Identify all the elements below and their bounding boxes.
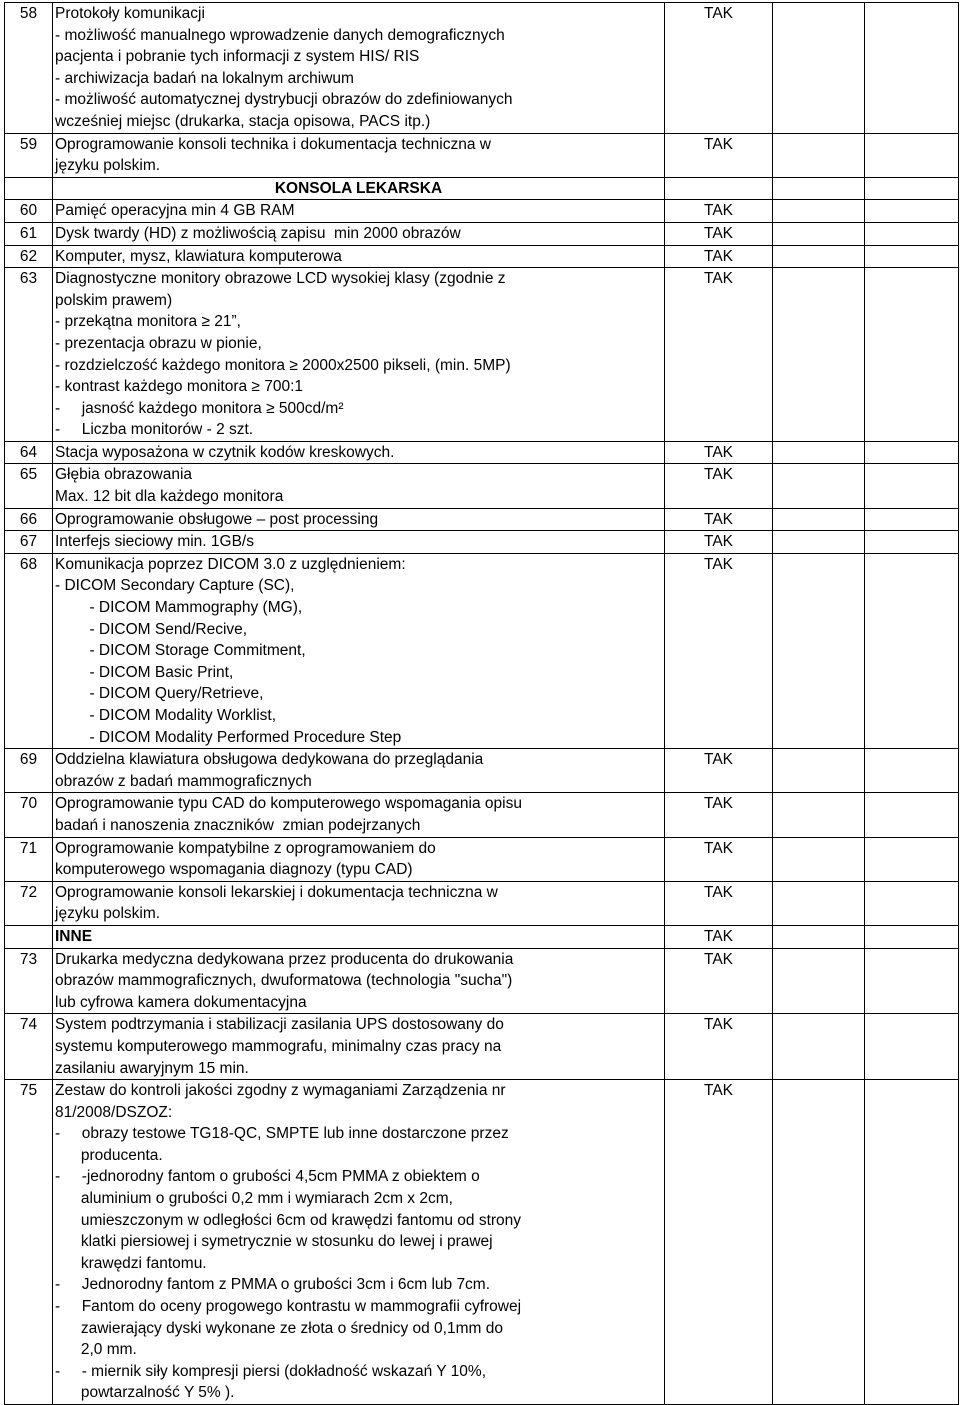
offered-value-cell xyxy=(773,222,865,245)
description-line: Max. 12 bit dla każdego monitora xyxy=(55,488,284,506)
offered-value-cell xyxy=(773,948,865,1014)
required-value: TAK xyxy=(665,508,773,531)
table-row xyxy=(5,464,959,508)
offered-value-cell xyxy=(773,793,865,837)
description-line: obrazów mammograficznych, dwuformatowa (technologia "sucha") xyxy=(55,972,513,990)
description-line: - prezentacja obrazu w pionie, xyxy=(55,334,262,352)
row-number: 67 xyxy=(5,531,53,554)
table-row xyxy=(5,837,959,881)
description-line: - przekątna monitora ≥ 21”, xyxy=(55,313,241,331)
offered-value-cell xyxy=(773,1014,865,1080)
description-line: producenta. xyxy=(55,1146,163,1164)
required-value: TAK xyxy=(665,245,773,268)
row-number xyxy=(5,177,53,200)
row-number: 74 xyxy=(5,1014,53,1080)
row-number: 75 xyxy=(5,1080,53,1405)
remarks-cell xyxy=(865,531,959,554)
description-line: - Fantom do oceny progowego kontrastu w mammografii cyfrowej xyxy=(55,1298,522,1316)
table-row xyxy=(5,1014,959,1080)
row-description xyxy=(53,3,665,134)
required-value: TAK xyxy=(665,531,773,554)
row-number: 61 xyxy=(5,222,53,245)
description-line: lub cyfrowa kamera dokumentacyjna xyxy=(55,993,307,1011)
required-value: TAK xyxy=(665,464,773,508)
description-line: - DICOM Query/Retrieve, xyxy=(55,685,264,703)
description-line: języku polskim. xyxy=(55,905,161,923)
remarks-cell xyxy=(865,553,959,748)
row-description xyxy=(53,925,665,948)
offered-value-cell xyxy=(773,245,865,268)
row-description xyxy=(53,133,665,177)
description-line: Oprogramowanie konsoli technika i dokumentacja techniczna w xyxy=(55,135,491,153)
description-line: Stacja wyposażona w czytnik kodów kreskowych. xyxy=(55,443,395,461)
row-number: 73 xyxy=(5,948,53,1014)
description-line: krawędzi fantomu. xyxy=(55,1254,207,1272)
row-number: 58 xyxy=(5,3,53,134)
row-description xyxy=(53,553,665,748)
description-line: języku polskim. xyxy=(55,157,161,175)
table-row xyxy=(5,441,959,464)
description-line: 2,0 mm. xyxy=(55,1341,137,1359)
required-value: TAK xyxy=(665,200,773,223)
remarks-cell xyxy=(865,948,959,1014)
table-row xyxy=(5,531,959,554)
description-line: Oddzielna klawiatura obsługowa dedykowana do przeglądania xyxy=(55,751,484,769)
required-value: TAK xyxy=(665,268,773,442)
row-description xyxy=(53,793,665,837)
required-value: TAK xyxy=(665,1080,773,1405)
table-row xyxy=(5,200,959,223)
row-number: 62 xyxy=(5,245,53,268)
description-line: - kontrast każdego monitora ≥ 700:1 xyxy=(55,378,304,396)
row-description xyxy=(53,1080,665,1405)
description-line: Oprogramowanie typu CAD do komputerowego wspomagania opisu xyxy=(55,795,522,813)
table-row xyxy=(5,3,959,134)
row-description xyxy=(53,222,665,245)
description-line: Komunikacja poprzez DICOM 3.0 z uzględnieniem: xyxy=(55,555,406,573)
description-line: umieszczonym w odległości 6cm od krawędzi fantomu od strony xyxy=(55,1211,522,1229)
required-value: TAK xyxy=(665,948,773,1014)
row-number: 71 xyxy=(5,837,53,881)
description-line: Pamięć operacyjna min 4 GB RAM xyxy=(55,202,295,220)
required-value: TAK xyxy=(665,837,773,881)
row-description xyxy=(53,245,665,268)
row-description xyxy=(53,948,665,1014)
description-line: Głębia obrazowania xyxy=(55,466,193,484)
offered-value-cell xyxy=(773,925,865,948)
offered-value-cell xyxy=(773,200,865,223)
remarks-cell xyxy=(865,268,959,442)
table-row xyxy=(5,133,959,177)
description-line: pacjenta i pobranie tych informacji z system HIS/ RIS xyxy=(55,48,420,66)
description-line: systemu komputerowego mammografu, minimalny czas pracy na xyxy=(55,1037,502,1055)
description-line: System podtrzymania i stabilizacji zasilania UPS dostosowany do xyxy=(55,1016,504,1034)
offered-value-cell xyxy=(773,749,865,793)
description-line: - - miernik siły kompresji piersi (dokładność wskazań Y 10%, xyxy=(55,1362,486,1380)
description-line: - obrazy testowe TG18-QC, SMPTE lub inne dostarczone przez xyxy=(55,1125,509,1143)
description-line: - jasność każdego monitora ≥ 500cd/m² xyxy=(55,399,344,417)
table-row xyxy=(5,268,959,442)
offered-value-cell xyxy=(773,177,865,200)
description-line: Protokoły komunikacji xyxy=(55,5,205,22)
offered-value-cell xyxy=(773,837,865,881)
row-number xyxy=(5,925,53,948)
remarks-cell xyxy=(865,793,959,837)
row-number: 70 xyxy=(5,793,53,837)
remarks-cell xyxy=(865,749,959,793)
description-line: obrazów z badań mammograficznych xyxy=(55,772,312,790)
remarks-cell xyxy=(865,3,959,134)
description-line: 81/2008/DSZOZ: xyxy=(55,1103,173,1121)
description-line: zasilaniu awaryjnym 15 min. xyxy=(55,1059,249,1077)
row-description xyxy=(53,464,665,508)
offered-value-cell xyxy=(773,3,865,134)
table-row xyxy=(5,793,959,837)
section-title: KONSOLA LEKARSKA xyxy=(274,179,443,197)
description-line: - Liczba monitorów - 2 szt. xyxy=(55,421,254,439)
remarks-cell xyxy=(865,177,959,200)
row-number: 59 xyxy=(5,133,53,177)
remarks-cell xyxy=(865,245,959,268)
remarks-cell xyxy=(865,881,959,925)
required-value xyxy=(665,177,773,200)
description-line: aluminium o grubości 0,2 mm i wymiarach 2cm x 2cm, xyxy=(55,1190,453,1208)
row-description xyxy=(53,749,665,793)
remarks-cell xyxy=(865,508,959,531)
description-line: - możliwość automatycznej dystrybucji obrazów do zdefiniowanych xyxy=(55,91,513,109)
description-line: - możliwość manualnego wprowadzenie danych demograficznych xyxy=(55,26,505,44)
description-line: polskim prawem) xyxy=(55,291,173,309)
row-number: 65 xyxy=(5,464,53,508)
description-line: - DICOM Modality Performed Procedure Step xyxy=(55,728,402,746)
section-title: INNE xyxy=(55,927,93,945)
table-body xyxy=(5,3,959,1405)
description-line: Komputer, mysz, klawiatura komputerowa xyxy=(55,247,342,265)
offered-value-cell xyxy=(773,531,865,554)
required-value: TAK xyxy=(665,793,773,837)
row-number: 63 xyxy=(5,268,53,442)
description-line: - archiwizacja badań na lokalnym archiwum xyxy=(55,69,354,87)
offered-value-cell xyxy=(773,553,865,748)
description-line: - DICOM Secondary Capture (SC), xyxy=(55,577,295,595)
description-line: - Jednorodny fantom z PMMA o grubości 3cm i 6cm lub 7cm. xyxy=(55,1276,491,1294)
row-number: 66 xyxy=(5,508,53,531)
description-line: Oprogramowanie obsługowe – post processing xyxy=(55,510,379,528)
section-row xyxy=(5,177,959,200)
table-row xyxy=(5,553,959,748)
table-row xyxy=(5,222,959,245)
table-row xyxy=(5,508,959,531)
description-line: - DICOM Modality Worklist, xyxy=(55,707,277,724)
description-line: - DICOM Storage Commitment, xyxy=(55,642,306,660)
offered-value-cell xyxy=(773,441,865,464)
description-line: Dysk twardy (HD) z możliwością zapisu min 2000 obrazów xyxy=(55,224,461,242)
section-row xyxy=(5,925,959,948)
description-line: Interfejs sieciowy min. 1GB/s xyxy=(55,533,254,551)
remarks-cell xyxy=(865,925,959,948)
description-line: Oprogramowanie konsoli lekarskiej i dokumentacja techniczna w xyxy=(55,883,498,901)
table-row xyxy=(5,948,959,1014)
remarks-cell xyxy=(865,837,959,881)
row-number: 69 xyxy=(5,749,53,793)
row-description xyxy=(53,200,665,223)
offered-value-cell xyxy=(773,508,865,531)
offered-value-cell xyxy=(773,881,865,925)
required-value: TAK xyxy=(665,222,773,245)
description-line: Oprogramowanie kompatybilne z oprogramowaniem do xyxy=(55,839,436,857)
row-description xyxy=(53,1014,665,1080)
required-value: TAK xyxy=(665,881,773,925)
description-line: - DICOM Basic Print, xyxy=(55,663,234,681)
description-line: Zestaw do kontroli jakości zgodny z wymaganiami Zarządzenia nr xyxy=(55,1082,506,1100)
description-line: Drukarka medyczna dedykowana przez producenta do drukowania xyxy=(55,950,514,968)
description-line: - DICOM Mammography (MG), xyxy=(55,599,303,617)
description-line: - DICOM Send/Recive, xyxy=(55,620,248,638)
description-line: - -jednorodny fantom o grubości 4,5cm PMMA z obiektem o xyxy=(55,1168,480,1186)
offered-value-cell xyxy=(773,464,865,508)
row-number: 60 xyxy=(5,200,53,223)
required-value: TAK xyxy=(665,749,773,793)
table-row xyxy=(5,881,959,925)
row-description xyxy=(53,881,665,925)
required-value: TAK xyxy=(665,925,773,948)
row-number: 68 xyxy=(5,553,53,748)
remarks-cell xyxy=(865,133,959,177)
remarks-cell xyxy=(865,1080,959,1405)
remarks-cell xyxy=(865,464,959,508)
description-line: Diagnostyczne monitory obrazowe LCD wysokiej klasy (zgodnie z xyxy=(55,270,506,288)
row-description xyxy=(53,177,665,200)
description-line: badań i nanoszenia znaczników zmian podejrzanych xyxy=(55,816,421,834)
table-row xyxy=(5,749,959,793)
remarks-cell xyxy=(865,1014,959,1080)
remarks-cell xyxy=(865,200,959,223)
offered-value-cell xyxy=(773,133,865,177)
row-number: 72 xyxy=(5,881,53,925)
description-line: zawierający dyski wykonane ze złota o średnicy od 0,1mm do xyxy=(55,1319,503,1337)
description-line: - rozdzielczość każdego monitora ≥ 2000x2500 pikseli, (min. 5MP) xyxy=(55,356,511,374)
row-description xyxy=(53,508,665,531)
required-value: TAK xyxy=(665,3,773,134)
required-value: TAK xyxy=(665,441,773,464)
remarks-cell xyxy=(865,441,959,464)
remarks-cell xyxy=(865,222,959,245)
specification-table xyxy=(4,2,959,1405)
offered-value-cell xyxy=(773,268,865,442)
offered-value-cell xyxy=(773,1080,865,1405)
row-description xyxy=(53,531,665,554)
description-line: klatki piersiowej i symetrycznie w stosunku do lewej i prawej xyxy=(55,1233,493,1251)
row-number: 64 xyxy=(5,441,53,464)
description-line: wcześniej miejsc (drukarka, stacja opisowa, PACS itp.) xyxy=(55,112,431,130)
row-description xyxy=(53,441,665,464)
required-value: TAK xyxy=(665,133,773,177)
required-value: TAK xyxy=(665,1014,773,1080)
description-line: powtarzalność Y 5% ). xyxy=(55,1384,235,1402)
row-description xyxy=(53,268,665,442)
table-row xyxy=(5,245,959,268)
row-description xyxy=(53,837,665,881)
required-value: TAK xyxy=(665,553,773,748)
description-line: komputerowego wspomagania diagnozy (typu CAD) xyxy=(55,861,413,879)
table-row xyxy=(5,1080,959,1405)
